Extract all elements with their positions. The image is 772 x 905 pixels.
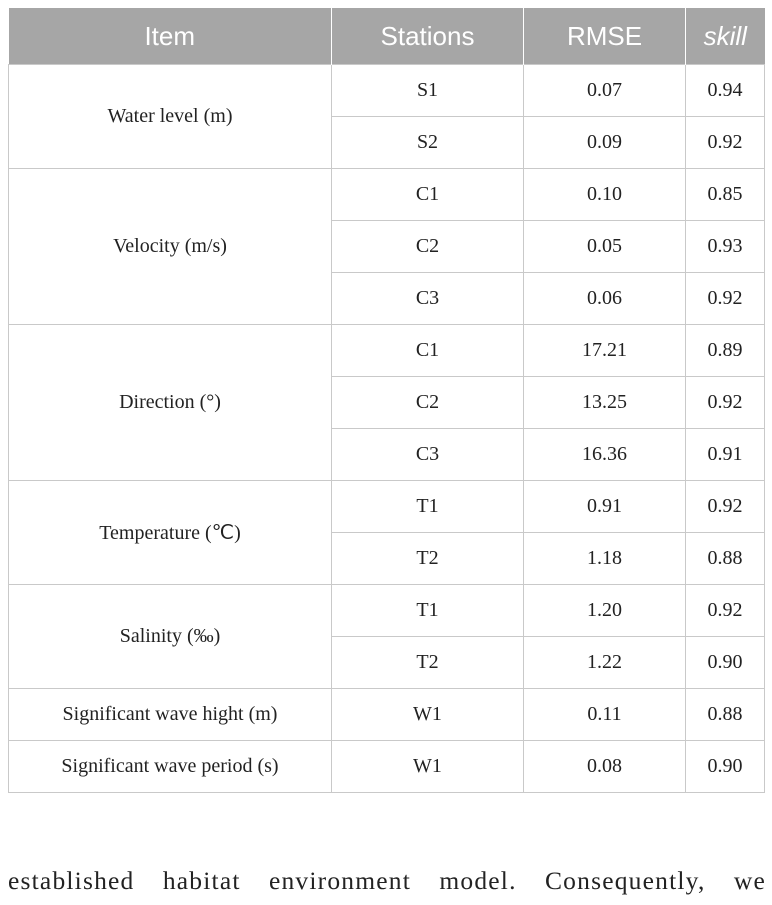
- item-cell: Salinity (‰): [9, 585, 332, 689]
- validation-table: [8, 8, 765, 793]
- station-cell: T2: [332, 637, 524, 689]
- station-cell: C2: [332, 377, 524, 429]
- table-row: [9, 169, 765, 221]
- skill-cell: 0.91: [686, 429, 765, 481]
- rmse-cell: 17.21: [524, 325, 686, 377]
- skill-cell: 0.92: [686, 585, 765, 637]
- table-header: [9, 8, 765, 65]
- item-cell: Velocity (m/s): [9, 169, 332, 325]
- rmse-cell: 0.91: [524, 481, 686, 533]
- station-cell: C3: [332, 429, 524, 481]
- item-cell: Water level (m): [9, 65, 332, 169]
- item-cell: Significant wave period (s): [9, 741, 332, 793]
- skill-cell: 0.93: [686, 221, 765, 273]
- station-cell: C2: [332, 221, 524, 273]
- rmse-cell: 0.05: [524, 221, 686, 273]
- header-rmse: RMSE: [524, 8, 686, 65]
- table-row: [9, 325, 765, 377]
- skill-cell: 0.90: [686, 637, 765, 689]
- rmse-cell: 1.20: [524, 585, 686, 637]
- station-cell: S2: [332, 117, 524, 169]
- skill-cell: 0.85: [686, 169, 765, 221]
- station-cell: S1: [332, 65, 524, 117]
- table-body: [9, 65, 765, 793]
- station-cell: T1: [332, 585, 524, 637]
- table-row: [9, 65, 765, 117]
- skill-cell: 0.94: [686, 65, 765, 117]
- header-skill: skill: [686, 8, 765, 65]
- rmse-cell: 1.22: [524, 637, 686, 689]
- station-cell: W1: [332, 741, 524, 793]
- rmse-cell: 0.06: [524, 273, 686, 325]
- header-item: Item: [9, 8, 332, 65]
- rmse-cell: 1.18: [524, 533, 686, 585]
- item-cell: Significant wave hight (m): [9, 689, 332, 741]
- rmse-cell: 0.08: [524, 741, 686, 793]
- table-row: [9, 689, 765, 741]
- table-row: [9, 741, 765, 793]
- item-cell: Temperature (℃): [9, 481, 332, 585]
- skill-cell: 0.90: [686, 741, 765, 793]
- skill-cell: 0.88: [686, 689, 765, 741]
- skill-cell: 0.89: [686, 325, 765, 377]
- station-cell: C1: [332, 169, 524, 221]
- skill-cell: 0.92: [686, 117, 765, 169]
- station-cell: T2: [332, 533, 524, 585]
- station-cell: C1: [332, 325, 524, 377]
- station-cell: C3: [332, 273, 524, 325]
- header-row: [9, 8, 765, 65]
- table-row: [9, 481, 765, 533]
- rmse-cell: 13.25: [524, 377, 686, 429]
- station-cell: T1: [332, 481, 524, 533]
- skill-cell: 0.92: [686, 481, 765, 533]
- header-stations: Stations: [332, 8, 524, 65]
- rmse-cell: 0.09: [524, 117, 686, 169]
- station-cell: W1: [332, 689, 524, 741]
- rmse-cell: 0.10: [524, 169, 686, 221]
- rmse-cell: 0.07: [524, 65, 686, 117]
- table-row: [9, 585, 765, 637]
- rmse-cell: 16.36: [524, 429, 686, 481]
- skill-cell: 0.92: [686, 377, 765, 429]
- rmse-cell: 0.11: [524, 689, 686, 741]
- body-text-line: established habitat environment model. Consequently, we: [8, 866, 766, 895]
- item-cell: Direction (°): [9, 325, 332, 481]
- skill-cell: 0.92: [686, 273, 765, 325]
- skill-cell: 0.88: [686, 533, 765, 585]
